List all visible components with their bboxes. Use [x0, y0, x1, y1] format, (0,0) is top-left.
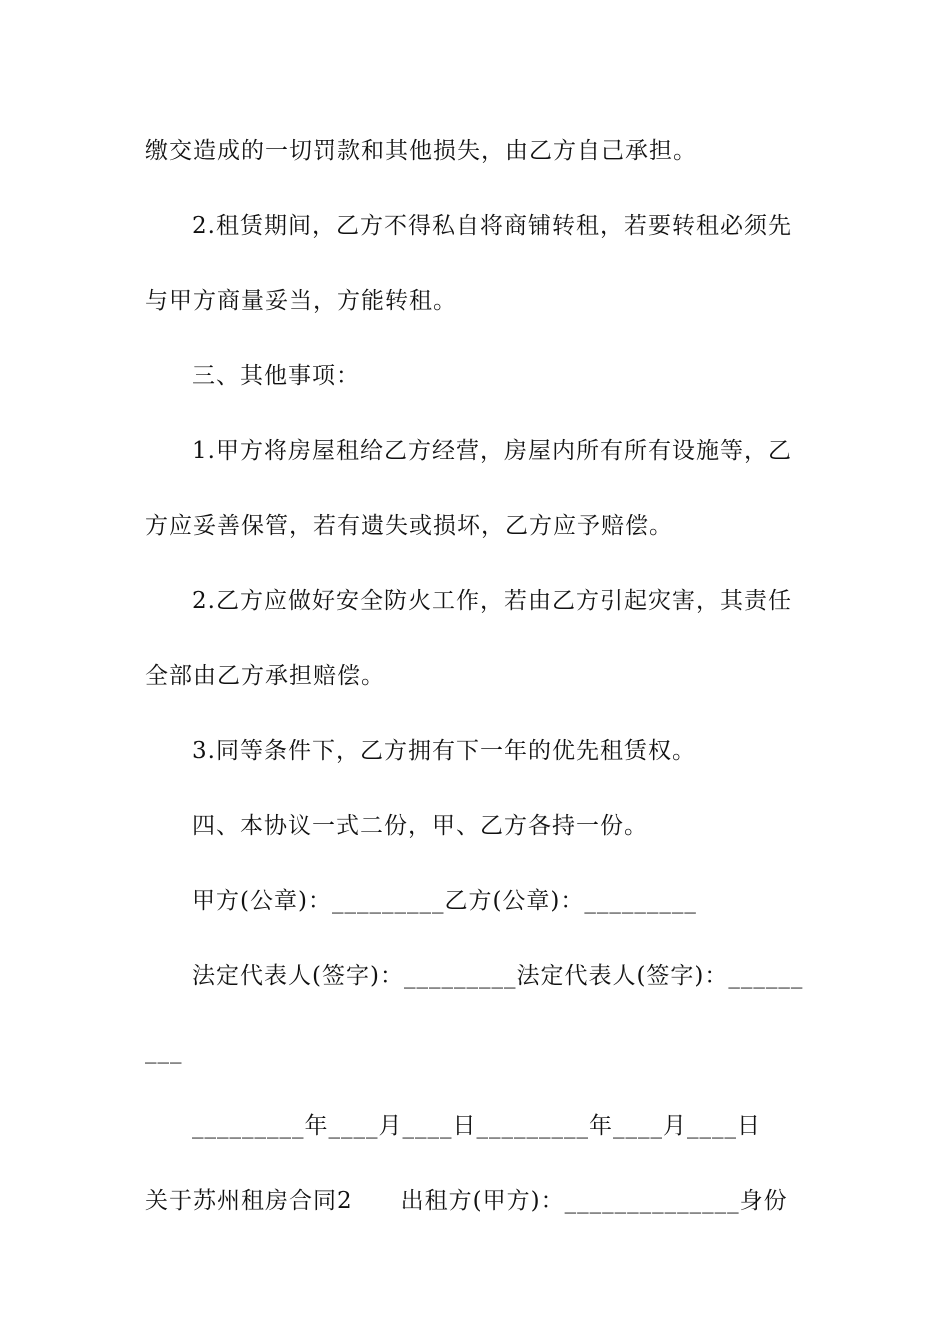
paragraph-line-1: 缴交造成的一切罚款和其他损失，由乙方自己承担。: [145, 138, 697, 164]
signature-line: 法定代表人(签字)：_________法定代表人(签字)：______: [192, 963, 804, 989]
paragraph-line-3: 与甲方商量妥当，方能转租。: [145, 288, 457, 314]
seal-line: 甲方(公章)：_________乙方(公章)：_________: [192, 888, 697, 914]
signature-line-continued: ___: [145, 1038, 183, 1064]
section-heading-other-matters: 三、其他事项：: [192, 363, 360, 389]
paragraph-line-8: 全部由乙方承担赔偿。: [145, 663, 385, 689]
paragraph-line-6: 方应妥善保管，若有遗失或损坏，乙方应予赔偿。: [145, 513, 673, 539]
section-heading-copies: 四、本协议一式二份，甲、乙方各持一份。: [192, 813, 648, 839]
paragraph-line-2: 2.租赁期间，乙方不得私自将商铺转租，若要转租必须先: [192, 213, 792, 239]
paragraph-line-7: 2.乙方应做好安全防火工作，若由乙方引起灾害，其责任: [192, 588, 792, 614]
contract-title-line: 关于苏州租房合同2 出租方(甲方)：______________身份: [145, 1188, 788, 1214]
paragraph-line-9: 3.同等条件下，乙方拥有下一年的优先租赁权。: [192, 738, 696, 764]
date-line: _________年____月____日_________年____月____日: [192, 1113, 761, 1139]
paragraph-line-5: 1.甲方将房屋租给乙方经营，房屋内所有所有设施等，乙: [192, 438, 792, 464]
